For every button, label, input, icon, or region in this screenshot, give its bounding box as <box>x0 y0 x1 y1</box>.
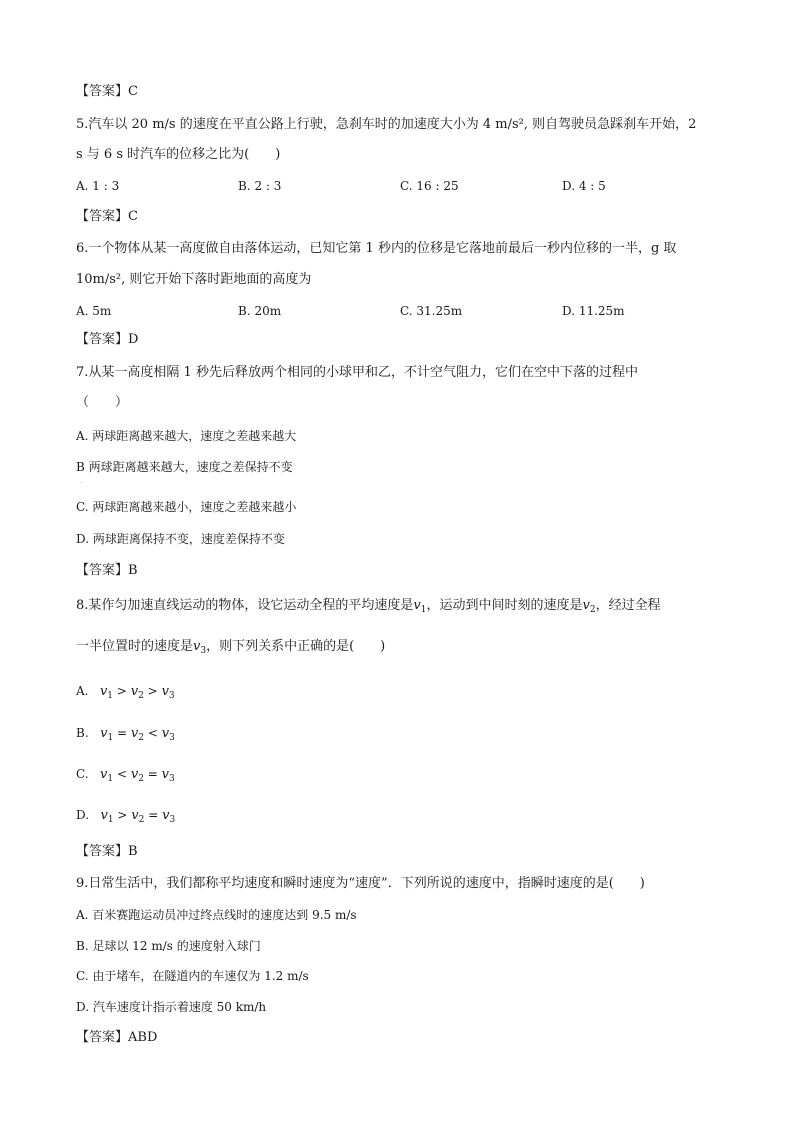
q8-option-b: B. $v_1 = v_2 < v_3$ <box>76 726 175 743</box>
v1-symbol: $v_1$ <box>413 598 427 615</box>
q5-option-a: A. 1 : 3 <box>76 179 120 193</box>
q5-stem-line1: 5.汽车以 20 m/s 的速度在平直公路上行驶，急刹车时的加速度大小为 4 m/s², 则自驾驶员急踩刹车开始，2 <box>76 117 697 132</box>
v3-symbol: $v_3$ <box>193 639 207 656</box>
q5-stem-line2: s 与 6 s 时汽车的位移之比为( ) <box>76 147 281 162</box>
q6-stem-line1: 6.一个物体从某一高度做自由落体运动，已知它第 1 秒内的位移是它落地前最后一秒内位移的一半，g 取 <box>76 241 677 256</box>
answer-q5: 【答案】C <box>76 209 138 224</box>
q7-option-a: A. 两球距离越来越大，速度之差越来越大 <box>76 429 297 443</box>
answer-q8: 【答案】B <box>76 844 138 859</box>
q7-option-b: B 两球距离越来越大，速度之差保持不变 <box>76 460 293 474</box>
q8-text-1a: 8.某作匀加速直线运动的物体，设它运动全程的平均速度是 <box>76 598 414 613</box>
q6-stem-line2: 10m/s², 则它开始下落时距地面的高度为 <box>76 272 312 287</box>
q7-option-c: C. 两球距离越来越小，速度之差越来越小 <box>76 500 297 514</box>
answer-q6: 【答案】D <box>76 332 139 347</box>
answer-q7: 【答案】B <box>76 563 138 578</box>
q9-option-b: B. 足球以 12 m/s 的速度射入球门 <box>76 939 261 953</box>
q7-stem-line1: 7.从某一高度相隔 1 秒先后释放两个相同的小球甲和乙，不计空气阻力，它们在空中下落的过程中 <box>76 365 638 380</box>
q8-text-1c: ，经过全程 <box>595 598 661 613</box>
answer-q9: 【答案】ABD <box>76 1030 158 1045</box>
q5-option-b: B. 2 : 3 <box>238 179 282 193</box>
q6-option-c: C. 31.25m <box>400 304 463 318</box>
q9-stem-line1: 9.日常生活中，我们都称平均速度和瞬时速度为“速度”．下列所说的速度中，指瞬时速度的是( ) <box>76 876 645 891</box>
q8-option-a: A. $v_1 > v_2 > v_3$ <box>76 684 175 701</box>
q8-option-d: D. $v_1 > v_2 = v_3$ <box>76 808 176 825</box>
q5-option-c: C. 16 : 25 <box>400 179 459 193</box>
v2-symbol: $v_2$ <box>582 598 596 615</box>
q9-option-c: C. 由于堵车，在隧道内的车速仅为 1.2 m/s <box>76 969 309 983</box>
q9-option-d: D. 汽车速度计指示着速度 50 km/h <box>76 1000 267 1014</box>
q6-option-b: B. 20m <box>238 304 282 318</box>
q8-option-c: C. $v_1 < v_2 = v_3$ <box>76 767 175 784</box>
q7-option-d: D. 两球距离保持不变，速度差保持不变 <box>76 532 285 546</box>
q5-option-d: D. 4 : 5 <box>562 179 606 193</box>
stray-mark: . <box>80 478 82 485</box>
q8-text-2b: ，则下列关系中正确的是( ) <box>206 639 386 654</box>
q9-option-a: A. 百米赛跑运动员冲过终点线时的速度达到 9.5 m/s <box>76 908 357 922</box>
q8-stem-line1 <box>76 597 661 619</box>
q8-text-1b: ，运动到中间时刻的速度是 <box>426 598 583 613</box>
answer-q4: 【答案】C <box>76 84 138 99</box>
q8-stem-line2 <box>76 638 385 660</box>
q8-text-2a: 一半位置时的速度是 <box>76 639 194 654</box>
q7-stem-line2: （ ） <box>76 395 129 410</box>
q6-option-d: D. 11.25m <box>562 304 625 318</box>
q6-option-a: A. 5m <box>76 304 112 318</box>
